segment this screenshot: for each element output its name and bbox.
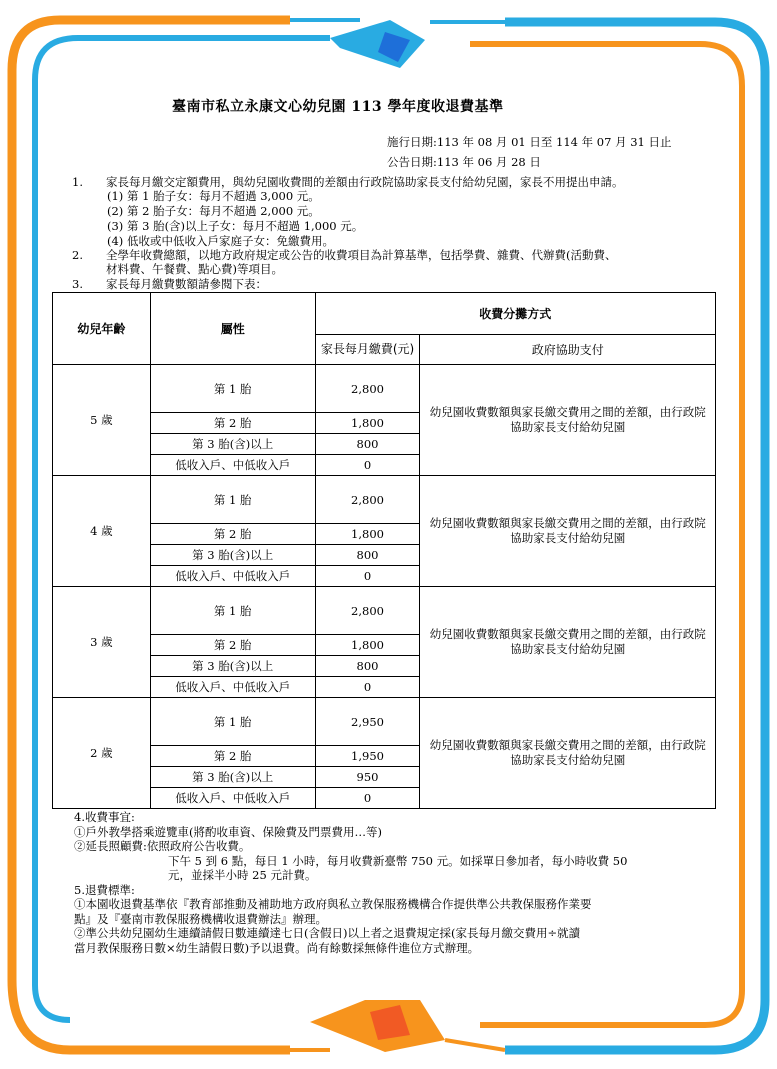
attr-cell: 第 2 胎 xyxy=(150,746,315,767)
age-cell: 3 歲 xyxy=(53,587,151,698)
attr-cell: 低收入戶、中低收入戶 xyxy=(150,566,315,587)
fee-cell: 1,800 xyxy=(315,524,420,545)
header-split: 收費分攤方式 xyxy=(315,293,715,335)
fee-cell: 0 xyxy=(315,788,420,809)
item-3 xyxy=(72,277,722,291)
table-row xyxy=(53,365,716,413)
effective-date: 施行日期:113 年 08 月 01 日至 114 年 07 月 31 日止 xyxy=(387,135,672,149)
attr-cell: 第 1 胎 xyxy=(150,587,315,635)
attr-cell: 第 2 胎 xyxy=(150,635,315,656)
fee-cell: 2,950 xyxy=(315,698,420,746)
section-4-c: 下午 5 到 6 點，每日 1 小時，每月收費新臺幣 750 元。如採單日參加者，每小時收費 50 xyxy=(168,853,628,868)
fee-cell: 1,800 xyxy=(315,413,420,434)
fee-cell: 0 xyxy=(315,455,420,476)
attr-cell: 第 1 胎 xyxy=(150,476,315,524)
fee-cell: 800 xyxy=(315,656,420,677)
attr-cell: 第 2 胎 xyxy=(150,413,315,434)
section-5-d: 當月教保服務日數×幼生請假日數)予以退費。尚有餘數採無條件進位方式辦理。 xyxy=(74,940,480,955)
item-3-text: 家長每月繳費數額請參閱下表： xyxy=(106,277,267,291)
fee-cell: 0 xyxy=(315,677,420,698)
table-header-row-1 xyxy=(53,293,716,335)
item-1-sub-4: (4) 低收或中低收入戶家庭子女：免繳費用。 xyxy=(107,234,334,248)
gov-cell: 幼兒園收費數額與家長繳交費用之間的差額，由行政院協助家長支付給幼兒園 xyxy=(420,698,716,809)
fee-cell: 800 xyxy=(315,434,420,455)
item-1-text: 家長每月繳交定額費用，與幼兒園收費間的差額由行政院協助家長支付給幼兒園，家長不用提出申請。 xyxy=(106,175,624,189)
section-4-d: 元，並採半小時 25 元計費。 xyxy=(168,868,317,882)
attr-cell: 第 3 胎(含)以上 xyxy=(150,767,315,788)
fee-cell: 800 xyxy=(315,545,420,566)
section-4-title: 4.收費事宜: xyxy=(74,810,135,824)
attr-cell: 低收入戶、中低收入戶 xyxy=(150,677,315,698)
section-5-c: ②準公共幼兒園幼生連續請假日數連續達七日(含假日)以上者之退費規定採(家長每月繳交費用÷就讀 xyxy=(74,926,581,940)
item-1 xyxy=(72,175,722,189)
notes xyxy=(74,810,734,955)
item-1-sub-1: (1) 第 1 胎子女：每月不超過 3,000 元。 xyxy=(107,189,320,203)
section-4-a: ①戶外教學搭乘遊覽車(將酌收車資、保險費及門票費用…等) xyxy=(74,824,382,839)
attr-cell: 第 3 胎(含)以上 xyxy=(150,656,315,677)
attr-cell: 第 3 胎(含)以上 xyxy=(150,434,315,455)
header-parent-fee: 家長每月繳費(元) xyxy=(315,335,420,365)
header-age: 幼兒年齡 xyxy=(53,293,151,365)
attr-cell: 低收入戶、中低收入戶 xyxy=(150,788,315,809)
section-5-b: 點』及『臺南市教保服務機構收退費辦法』辦理。 xyxy=(74,911,327,926)
gov-cell: 幼兒園收費數額與家長繳交費用之間的差額，由行政院協助家長支付給幼兒園 xyxy=(420,587,716,698)
fee-cell: 1,800 xyxy=(315,635,420,656)
age-cell: 2 歲 xyxy=(53,698,151,809)
section-5-title: 5.退費標準: xyxy=(74,882,135,897)
item-2-num: 2. xyxy=(72,248,83,262)
gov-cell: 幼兒園收費數額與家長繳交費用之間的差額，由行政院協助家長支付給幼兒園 xyxy=(420,365,716,476)
item-1-sub-2: (2) 第 2 胎子女：每月不超過 2,000 元。 xyxy=(107,204,320,218)
section-5-a: ①本園收退費基準依『教育部推動及補助地方政府與私立教保服務機構合作提供準公共教保服務作業要 xyxy=(74,897,592,911)
attr-cell: 第 2 胎 xyxy=(150,524,315,545)
fee-cell: 2,800 xyxy=(315,476,420,524)
fee-cell: 0 xyxy=(315,566,420,587)
section-4-b: ②延長照顧費:依照政府公告收費。 xyxy=(74,839,251,853)
attr-cell: 低收入戶、中低收入戶 xyxy=(150,455,315,476)
age-cell: 5 歲 xyxy=(53,365,151,476)
table-row xyxy=(53,698,716,746)
fee-cell: 2,800 xyxy=(315,587,420,635)
announce-date: 公告日期:113 年 06 月 28 日 xyxy=(387,155,541,169)
item-3-num: 3. xyxy=(72,277,83,291)
header-gov: 政府協助支付 xyxy=(420,335,716,365)
fee-cell: 2,800 xyxy=(315,365,420,413)
fee-cell: 1,950 xyxy=(315,746,420,767)
gov-cell: 幼兒園收費數額與家長繳交費用之間的差額，由行政院協助家長支付給幼兒園 xyxy=(420,476,716,587)
header-attr: 屬性 xyxy=(150,293,315,365)
top-ornament-line xyxy=(290,20,505,22)
attr-cell: 第 1 胎 xyxy=(150,365,315,413)
fee-cell: 950 xyxy=(315,767,420,788)
attr-cell: 第 3 胎(含)以上 xyxy=(150,545,315,566)
table-body xyxy=(53,365,716,809)
table-row xyxy=(53,476,716,524)
fee-table xyxy=(52,292,716,809)
item-2-line2: 材料費、午餐費、點心費)等項目。 xyxy=(106,262,283,276)
item-1-num: 1. xyxy=(72,175,83,189)
item-1-sub-3: (3) 第 3 胎(含)以上子女：每月不超過 1,000 元。 xyxy=(107,219,364,233)
age-cell: 4 歲 xyxy=(53,476,151,587)
attr-cell: 第 1 胎 xyxy=(150,698,315,746)
page-title: 臺南市私立永康文心幼兒園 113 學年度收退費基準 xyxy=(172,99,504,115)
item-2 xyxy=(72,248,722,262)
top-ornament-blue xyxy=(330,20,425,68)
item-2-line1: 全學年收費總額，以地方政府規定或公告的收費項目為計算基準，包括學費、雜費、代辦費(活動費、 xyxy=(106,248,617,262)
table-row xyxy=(53,587,716,635)
